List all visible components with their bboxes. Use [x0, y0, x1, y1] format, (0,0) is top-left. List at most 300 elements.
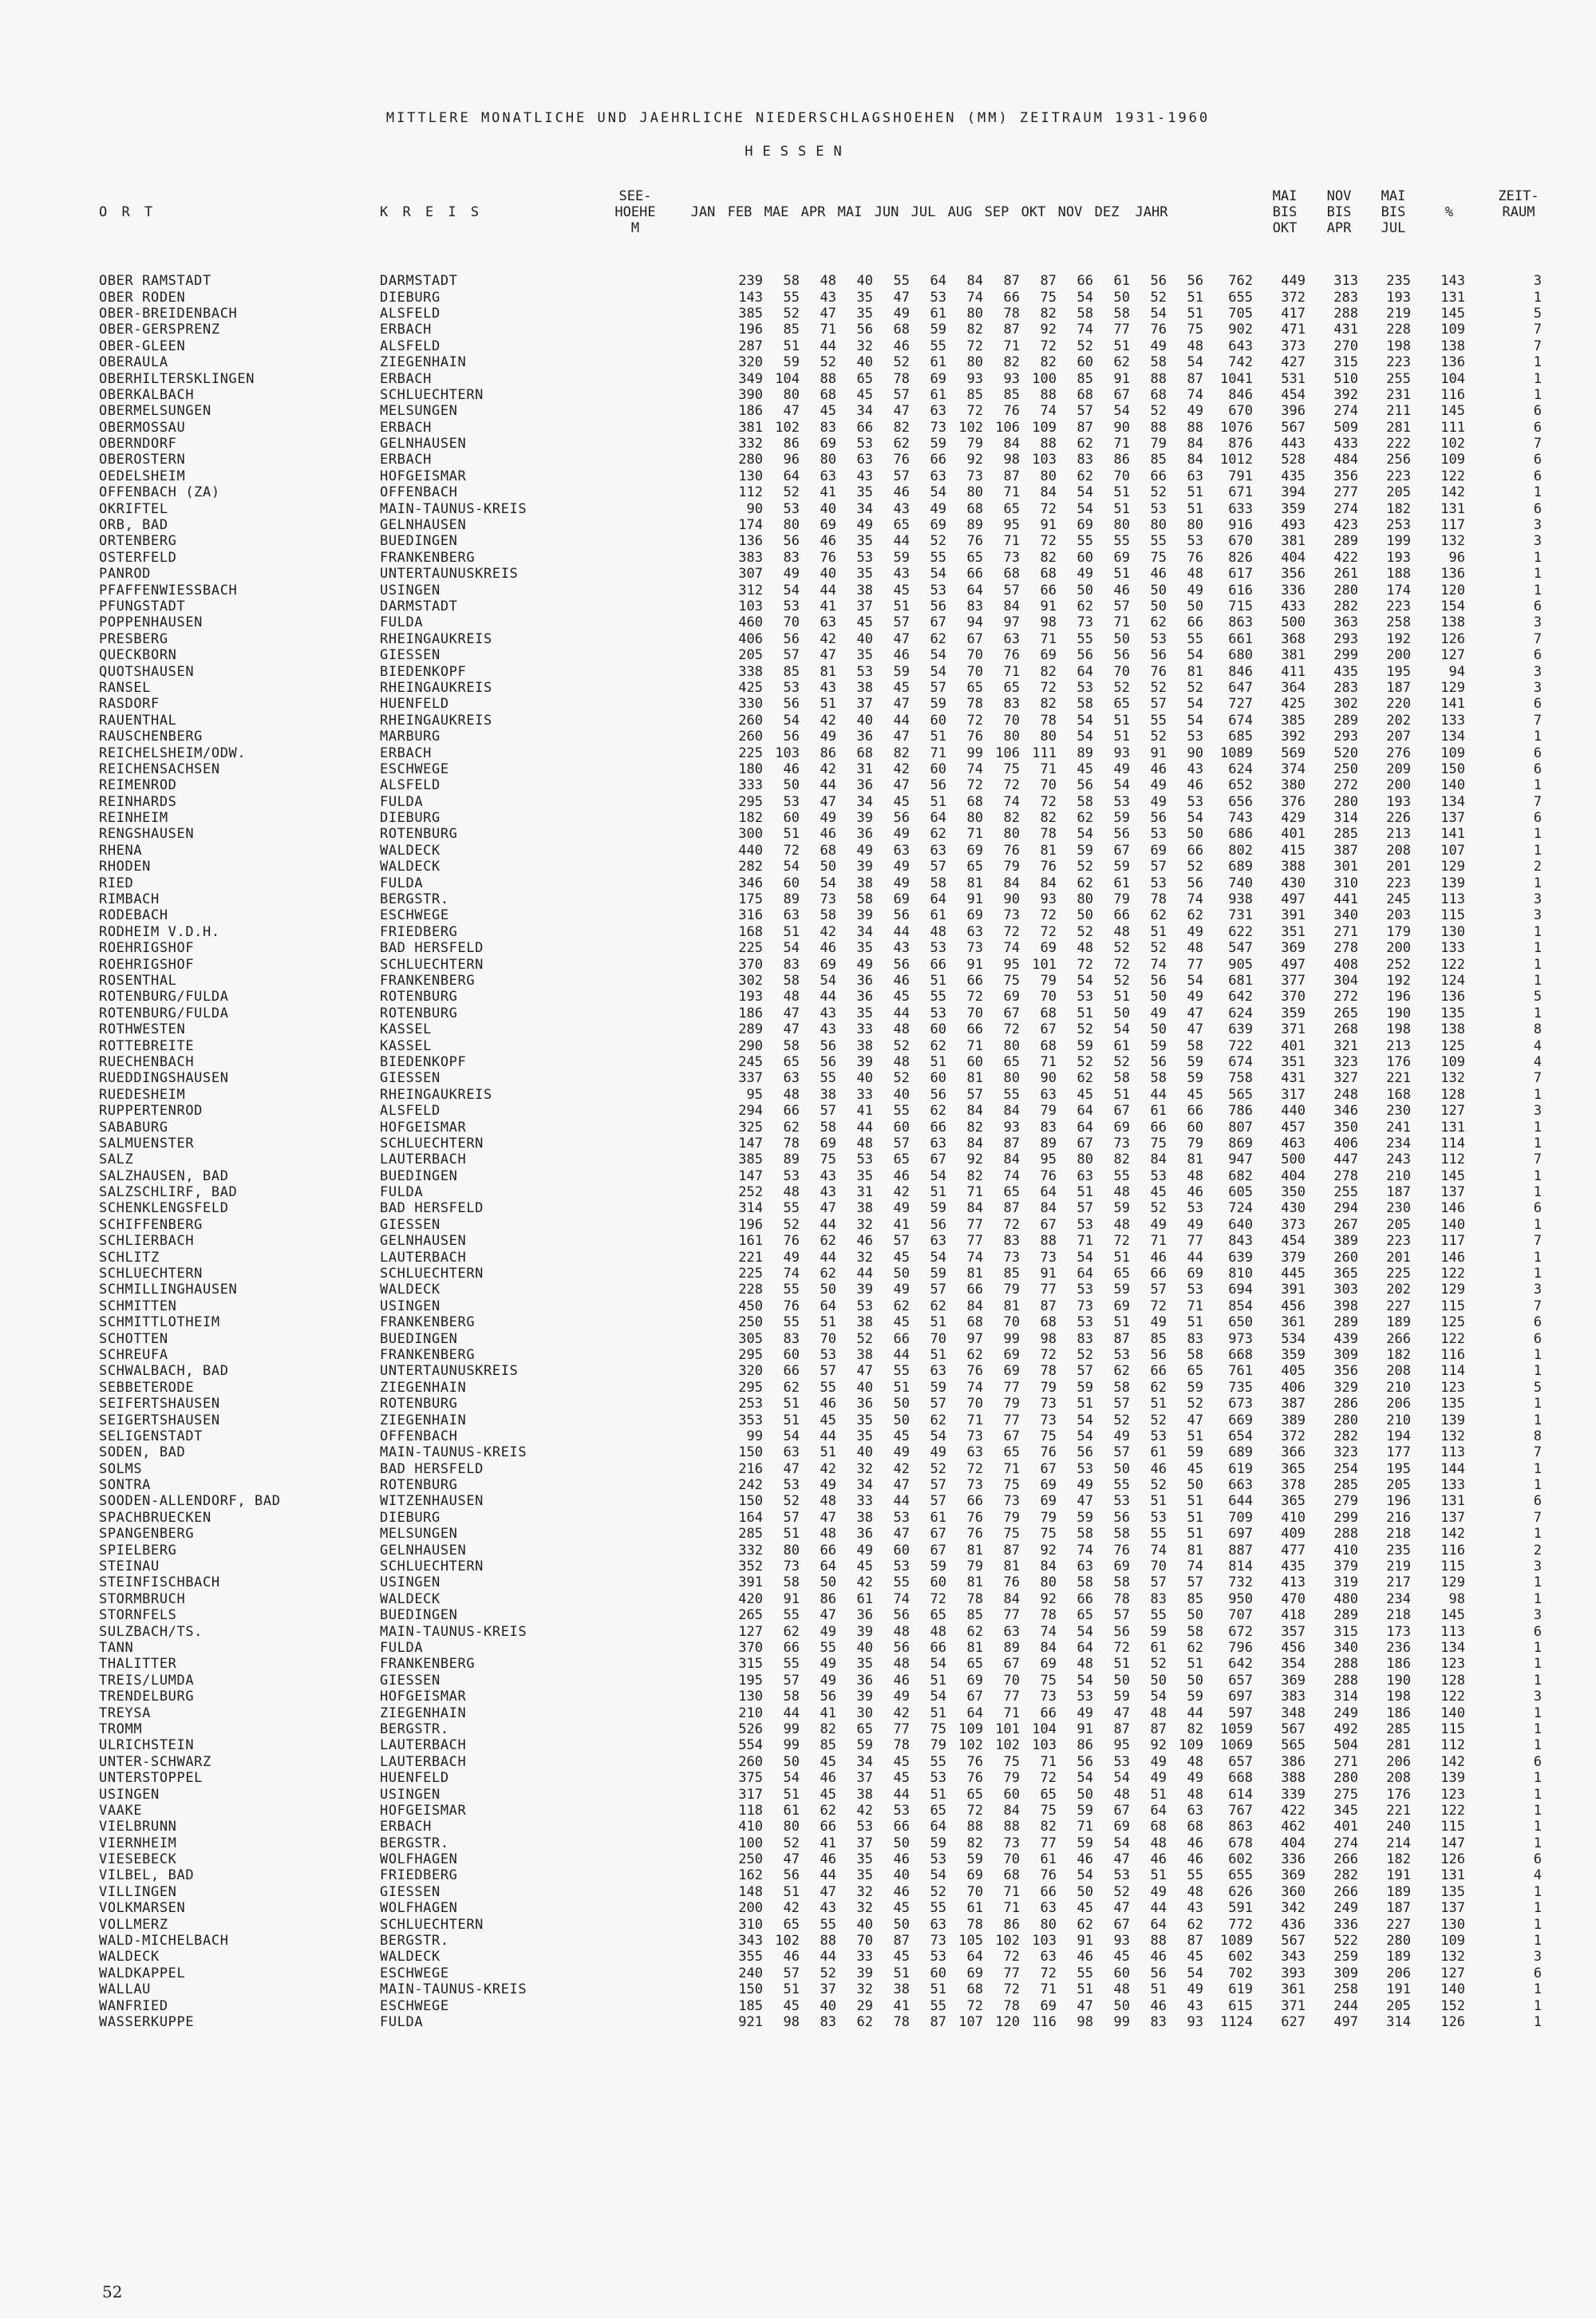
cell-kreis: FRANKENBERG	[380, 1346, 476, 1363]
cell-sep: 59	[1077, 1802, 1093, 1819]
cell-zeitraum: 1	[1533, 1412, 1542, 1428]
cell-jul: 87	[1003, 273, 1020, 290]
cell-mai-okt: 336	[1281, 582, 1306, 599]
cell-jun: 61	[966, 1900, 983, 1917]
cell-zeitraum: 5	[1533, 989, 1542, 1005]
cell-zeitraum: 1	[1533, 842, 1542, 859]
cell-nov: 44	[1150, 1900, 1167, 1917]
cell-okt: 53	[1113, 1493, 1130, 1510]
cell-jan: 51	[783, 1526, 800, 1543]
cell-dez: 66	[1187, 614, 1203, 631]
cell-mai-jul: 195	[1386, 1460, 1411, 1477]
cell-zeitraum: 1	[1533, 289, 1542, 306]
cell-nov: 56	[1150, 1346, 1167, 1363]
cell-okt: 59	[1113, 1200, 1130, 1217]
cell-mai-jul: 236	[1386, 1640, 1411, 1656]
cell-seehoehe: 287	[738, 338, 763, 354]
cell-jun: 68	[966, 1314, 983, 1331]
cell-feb: 50	[820, 859, 836, 875]
cell-zeitraum: 1	[1533, 1574, 1542, 1591]
cell-feb: 64	[820, 1559, 836, 1575]
cell-aug: 103	[1032, 1933, 1057, 1950]
cell-kreis: LAUTERBACH	[380, 1249, 467, 1266]
cell-apr: 49	[893, 1282, 910, 1298]
cell-nov-apr: 274	[1333, 403, 1358, 420]
cell-jun: 66	[966, 972, 983, 989]
cell-dez: 43	[1187, 1997, 1203, 2014]
table-row	[99, 599, 1542, 614]
cell-jan: 83	[783, 549, 800, 566]
cell-mai-okt: 396	[1281, 403, 1306, 420]
cell-okt: 66	[1113, 907, 1130, 924]
cell-apr: 55	[893, 1363, 910, 1380]
cell-zeitraum: 7	[1533, 793, 1542, 810]
cell-percent: 129	[1440, 1574, 1465, 1591]
cell-mae: 38	[856, 582, 873, 599]
cell-dez: 66	[1187, 1103, 1203, 1120]
cell-mai-okt: 440	[1281, 1103, 1306, 1120]
cell-zeitraum: 1	[1533, 566, 1542, 583]
cell-kreis: WALDECK	[380, 1949, 440, 1965]
cell-jul: 88	[1003, 1819, 1020, 1835]
cell-aug: 70	[1040, 989, 1057, 1005]
cell-okt: 48	[1113, 1216, 1130, 1233]
cell-seehoehe: 295	[738, 793, 763, 810]
cell-nov: 80	[1150, 517, 1167, 534]
cell-aug: 67	[1040, 1216, 1057, 1233]
cell-percent: 142	[1440, 1526, 1465, 1543]
cell-jul: 89	[1003, 1640, 1020, 1656]
cell-mai: 48	[930, 1623, 946, 1640]
cell-jan: 62	[783, 1379, 800, 1396]
cell-nov-apr: 389	[1333, 1233, 1358, 1250]
cell-jahr: 650	[1228, 1314, 1253, 1331]
cell-ort: QUECKBORN	[99, 647, 177, 664]
cell-percent: 117	[1440, 1233, 1465, 1250]
table-row	[99, 680, 1542, 696]
cell-percent: 134	[1440, 1640, 1465, 1656]
cell-okt: 51	[1113, 338, 1130, 354]
cell-seehoehe: 391	[738, 1574, 763, 1591]
cell-nov-apr: 484	[1333, 452, 1358, 468]
header-nov: NOV	[1057, 204, 1083, 220]
cell-jun: 64	[966, 1949, 983, 1965]
cell-apr: 78	[893, 1737, 910, 1754]
cell-feb: 44	[820, 338, 836, 354]
cell-mai: 53	[930, 1770, 946, 1787]
cell-nov-apr: 293	[1333, 729, 1358, 745]
table-row	[99, 533, 1542, 549]
cell-jahr: 672	[1228, 1623, 1253, 1640]
cell-nov: 71	[1150, 1233, 1167, 1250]
cell-mae: 42	[856, 1574, 873, 1591]
cell-sep: 59	[1077, 842, 1093, 859]
cell-mae: 32	[856, 338, 873, 354]
cell-feb: 44	[820, 989, 836, 1005]
cell-dez: 48	[1187, 1167, 1203, 1184]
cell-nov: 92	[1150, 1737, 1167, 1754]
cell-mae: 38	[856, 1314, 873, 1331]
table-row	[99, 777, 1542, 793]
cell-okt: 57	[1113, 1607, 1130, 1624]
cell-seehoehe: 175	[738, 891, 763, 908]
cell-mai-jul: 211	[1386, 403, 1411, 420]
cell-seehoehe: 127	[738, 1623, 763, 1640]
cell-mai: 63	[930, 1363, 946, 1380]
header-aug: AUG	[947, 204, 973, 220]
cell-jul: 80	[1003, 1037, 1020, 1054]
cell-aug: 91	[1040, 599, 1057, 614]
cell-jan: 53	[783, 793, 800, 810]
cell-jun: 76	[966, 1509, 983, 1526]
cell-okt: 69	[1113, 1119, 1130, 1136]
cell-dez: 74	[1187, 386, 1203, 403]
cell-zeitraum: 1	[1533, 1981, 1542, 1998]
cell-apr: 60	[893, 1119, 910, 1136]
cell-feb: 49	[820, 729, 836, 745]
header-feb: FEB	[727, 204, 753, 220]
cell-sep: 55	[1077, 533, 1093, 550]
cell-sep: 91	[1077, 1720, 1093, 1737]
cell-percent: 125	[1440, 1037, 1465, 1054]
cell-percent: 137	[1440, 1509, 1465, 1526]
cell-dez: 76	[1187, 549, 1203, 566]
cell-jun: 107	[958, 2013, 983, 2030]
cell-zeitraum: 6	[1533, 696, 1542, 713]
cell-jul: 72	[1003, 777, 1020, 794]
cell-jan: 55	[783, 1656, 800, 1673]
cell-aug: 98	[1040, 1330, 1057, 1347]
cell-mai: 56	[930, 1086, 946, 1103]
cell-seehoehe: 295	[738, 1346, 763, 1363]
cell-mai: 55	[930, 338, 946, 354]
cell-seehoehe: 290	[738, 1037, 763, 1054]
cell-kreis: BERGSTR.	[380, 1835, 449, 1851]
cell-seehoehe: 305	[738, 1330, 763, 1347]
cell-mai-jul: 187	[1386, 1900, 1411, 1917]
cell-nov-apr: 277	[1333, 484, 1358, 501]
cell-mae: 39	[856, 1053, 873, 1070]
cell-percent: 129	[1440, 859, 1465, 875]
cell-nov-apr: 248	[1333, 1086, 1358, 1103]
cell-seehoehe: 164	[738, 1509, 763, 1526]
cell-mai: 52	[930, 1460, 946, 1477]
cell-sep: 52	[1077, 1346, 1093, 1363]
cell-zeitraum: 1	[1533, 1835, 1542, 1851]
cell-jahr: 735	[1228, 1379, 1253, 1396]
cell-dez: 46	[1187, 1851, 1203, 1868]
cell-percent: 131	[1440, 289, 1465, 306]
cell-ort: REINHEIM	[99, 810, 168, 827]
cell-mae: 33	[856, 1949, 873, 1965]
cell-jun: 81	[966, 1574, 983, 1591]
cell-kreis: ROTENBURG	[380, 1005, 458, 1021]
cell-okt: 93	[1113, 1933, 1130, 1950]
cell-aug: 66	[1040, 1705, 1057, 1721]
cell-dez: 48	[1187, 1753, 1203, 1770]
cell-aug: 69	[1040, 1656, 1057, 1673]
cell-kreis: RHEINGAUKREIS	[380, 679, 492, 696]
cell-percent: 136	[1440, 354, 1465, 371]
cell-dez: 87	[1187, 1933, 1203, 1950]
cell-dez: 59	[1187, 1444, 1203, 1461]
cell-jun: 74	[966, 760, 983, 777]
cell-mai-okt: 359	[1281, 500, 1306, 517]
cell-apr: 38	[893, 1981, 910, 1998]
cell-zeitraum: 1	[1533, 1786, 1542, 1803]
cell-okt: 62	[1113, 1363, 1130, 1380]
cell-jul: 120	[995, 2013, 1020, 2030]
cell-mae: 53	[856, 549, 873, 566]
cell-aug: 76	[1040, 859, 1057, 875]
cell-zeitraum: 1	[1533, 1900, 1542, 1917]
cell-percent: 122	[1440, 1689, 1465, 1705]
cell-sep: 73	[1077, 614, 1093, 631]
cell-mai-okt: 435	[1281, 468, 1306, 484]
cell-jan: 57	[783, 1509, 800, 1526]
cell-feb: 68	[820, 386, 836, 403]
cell-kreis: ERBACH	[380, 1819, 433, 1835]
cell-sep: 54	[1077, 1428, 1093, 1444]
cell-jul: 70	[1003, 1314, 1020, 1331]
cell-jahr: 647	[1228, 679, 1253, 696]
cell-zeitraum: 8	[1533, 1428, 1542, 1444]
cell-sep: 52	[1077, 1021, 1093, 1038]
cell-jahr: 663	[1228, 1477, 1253, 1494]
cell-dez: 58	[1187, 1623, 1203, 1640]
cell-mae: 66	[856, 419, 873, 436]
cell-jan: 76	[783, 1233, 800, 1250]
cell-zeitraum: 6	[1533, 599, 1542, 614]
cell-apr: 59	[893, 663, 910, 680]
cell-mai: 51	[930, 793, 946, 810]
cell-mai-jul: 227	[1386, 1916, 1411, 1933]
cell-zeitraum: 6	[1533, 760, 1542, 777]
cell-mai: 51	[930, 729, 946, 745]
cell-jul: 78	[1003, 1997, 1020, 2014]
cell-jan: 52	[783, 1493, 800, 1510]
cell-jahr: 887	[1228, 1542, 1253, 1559]
cell-mai: 62	[930, 826, 946, 843]
cell-seehoehe: 370	[738, 956, 763, 973]
cell-jan: 76	[783, 1298, 800, 1314]
cell-jul: 65	[1003, 1444, 1020, 1461]
cell-aug: 84	[1040, 484, 1057, 501]
cell-percent: 109	[1440, 1053, 1465, 1070]
cell-mai-jul: 182	[1386, 1851, 1411, 1868]
cell-percent: 120	[1440, 582, 1465, 599]
cell-mae: 38	[856, 1346, 873, 1363]
cell-kreis: RHEINGAUKREIS	[380, 1086, 492, 1103]
cell-nov: 57	[1150, 1282, 1167, 1298]
cell-zeitraum: 6	[1533, 745, 1542, 761]
cell-jahr: 674	[1228, 1053, 1253, 1070]
cell-jul: 79	[1003, 1770, 1020, 1787]
cell-mai-okt: 393	[1281, 1965, 1306, 1981]
cell-percent: 147	[1440, 1835, 1465, 1851]
cell-feb: 43	[820, 1900, 836, 1917]
cell-jan: 46	[783, 1949, 800, 1965]
cell-jul: 82	[1003, 354, 1020, 371]
cell-mai: 71	[930, 745, 946, 761]
cell-mai-okt: 357	[1281, 1623, 1306, 1640]
cell-kreis: WALDECK	[380, 842, 440, 859]
cell-jahr: 626	[1228, 1883, 1253, 1900]
cell-kreis: LAUTERBACH	[380, 1152, 467, 1168]
cell-jun: 89	[966, 517, 983, 534]
cell-jun: 80	[966, 354, 983, 371]
table-row	[99, 1119, 1542, 1135]
cell-percent: 125	[1440, 1314, 1465, 1331]
cell-mai-jul: 189	[1386, 1883, 1411, 1900]
cell-feb: 85	[820, 1737, 836, 1754]
cell-dez: 57	[1187, 1574, 1203, 1591]
cell-zeitraum: 3	[1533, 907, 1542, 924]
cell-jun: 73	[966, 940, 983, 957]
cell-kreis: LAUTERBACH	[380, 1737, 467, 1754]
cell-mai-okt: 436	[1281, 1916, 1306, 1933]
cell-mai-okt: 449	[1281, 273, 1306, 290]
cell-mae: 37	[856, 696, 873, 713]
cell-zeitraum: 5	[1533, 305, 1542, 322]
cell-aug: 79	[1040, 1379, 1057, 1396]
cell-mae: 38	[856, 875, 873, 891]
cell-dez: 51	[1187, 305, 1203, 322]
cell-feb: 83	[820, 419, 836, 436]
cell-zeitraum: 2	[1533, 859, 1542, 875]
cell-jan: 86	[783, 436, 800, 452]
cell-mae: 43	[856, 468, 873, 484]
table-row	[99, 973, 1542, 989]
cell-nov: 57	[1150, 859, 1167, 875]
cell-seehoehe: 260	[738, 729, 763, 745]
cell-zeitraum: 7	[1533, 712, 1542, 729]
cell-kreis: WALDECK	[380, 859, 440, 875]
cell-sep: 46	[1077, 1949, 1093, 1965]
cell-nov-apr: 356	[1333, 468, 1358, 484]
table-row	[99, 1819, 1542, 1835]
cell-zeitraum: 1	[1533, 1184, 1542, 1201]
cell-seehoehe: 375	[738, 1770, 763, 1787]
cell-jul: 87	[1003, 1542, 1020, 1559]
cell-nov-apr: 259	[1333, 1949, 1358, 1965]
cell-apr: 49	[893, 1689, 910, 1705]
cell-nov: 53	[1150, 1509, 1167, 1526]
cell-aug: 84	[1040, 875, 1057, 891]
cell-nov-apr: 285	[1333, 826, 1358, 843]
cell-feb: 62	[820, 1802, 836, 1819]
cell-kreis: HUENFELD	[380, 696, 449, 713]
cell-seehoehe: 250	[738, 1851, 763, 1868]
cell-mai: 79	[930, 1737, 946, 1754]
cell-okt: 99	[1113, 2013, 1130, 2030]
cell-jul: 80	[1003, 1070, 1020, 1087]
cell-zeitraum: 8	[1533, 1021, 1542, 1038]
cell-seehoehe: 130	[738, 468, 763, 484]
table-row	[99, 1282, 1542, 1298]
cell-mai-jul: 266	[1386, 1330, 1411, 1347]
cell-aug: 92	[1040, 322, 1057, 338]
cell-seehoehe: 216	[738, 1460, 763, 1477]
cell-jun: 72	[966, 1802, 983, 1819]
cell-dez: 52	[1187, 859, 1203, 875]
cell-apr: 48	[893, 1021, 910, 1038]
cell-ort: UNTER-SCHWARZ	[99, 1753, 211, 1770]
cell-seehoehe: 161	[738, 1233, 763, 1250]
cell-jahr: 642	[1228, 989, 1253, 1005]
cell-feb: 47	[820, 793, 836, 810]
cell-nov-apr: 447	[1333, 1152, 1358, 1168]
cell-okt: 67	[1113, 842, 1130, 859]
cell-ort: OBERHILTERSKLINGEN	[99, 370, 255, 387]
cell-zeitraum: 7	[1533, 1233, 1542, 1250]
cell-kreis: ESCHWEGE	[380, 760, 449, 777]
cell-sep: 45	[1077, 760, 1093, 777]
cell-jan: 83	[783, 1330, 800, 1347]
cell-zeitraum: 1	[1533, 1119, 1542, 1136]
table-row	[99, 1933, 1542, 1949]
header-seehoehe: SEE- HOEHE M	[614, 188, 656, 236]
cell-mai: 62	[930, 1298, 946, 1314]
cell-zeitraum: 1	[1533, 1266, 1542, 1282]
table-row	[99, 420, 1542, 436]
cell-zeitraum: 3	[1533, 891, 1542, 908]
cell-nov-apr: 280	[1333, 1412, 1358, 1428]
table-row	[99, 289, 1542, 305]
cell-mai: 54	[930, 1656, 946, 1673]
cell-apr: 44	[893, 1786, 910, 1803]
cell-dez: 54	[1187, 972, 1203, 989]
cell-mai: 63	[930, 468, 946, 484]
cell-nov-apr: 283	[1333, 289, 1358, 306]
cell-nov: 49	[1150, 777, 1167, 794]
cell-ort: RUEDESHEIM	[99, 1086, 186, 1103]
cell-apr: 87	[893, 1933, 910, 1950]
cell-jul: 102	[995, 1933, 1020, 1950]
cell-okt: 50	[1113, 630, 1130, 647]
cell-sep: 58	[1077, 696, 1093, 713]
cell-kreis: HUENFELD	[380, 1770, 449, 1787]
cell-mae: 37	[856, 1835, 873, 1851]
cell-dez: 93	[1187, 2013, 1203, 2030]
cell-sep: 59	[1077, 1509, 1093, 1526]
cell-kreis: BIEDENKOPF	[380, 663, 467, 680]
cell-apr: 68	[893, 322, 910, 338]
cell-jun: 70	[966, 1005, 983, 1021]
cell-zeitraum: 1	[1533, 1933, 1542, 1950]
cell-nov: 88	[1150, 370, 1167, 387]
cell-sep: 91	[1077, 1933, 1093, 1950]
cell-kreis: ERBACH	[380, 745, 433, 761]
cell-mai-jul: 189	[1386, 1314, 1411, 1331]
cell-zeitraum: 1	[1533, 1086, 1542, 1103]
cell-apr: 42	[893, 1460, 910, 1477]
cell-nov-apr: 522	[1333, 1933, 1358, 1950]
cell-aug: 66	[1040, 1883, 1057, 1900]
cell-jahr: 640	[1228, 1216, 1253, 1233]
cell-nov: 62	[1150, 1379, 1167, 1396]
cell-nov: 49	[1150, 1314, 1167, 1331]
cell-mai-okt: 379	[1281, 1249, 1306, 1266]
cell-dez: 53	[1187, 1282, 1203, 1298]
cell-feb: 86	[820, 1590, 836, 1607]
cell-kreis: ESCHWEGE	[380, 907, 449, 924]
cell-mai: 54	[930, 663, 946, 680]
cell-apr: 57	[893, 614, 910, 631]
cell-jun: 84	[966, 1135, 983, 1152]
cell-ort: SCHLUECHTERN	[99, 1266, 203, 1282]
cell-jahr: 639	[1228, 1021, 1253, 1038]
